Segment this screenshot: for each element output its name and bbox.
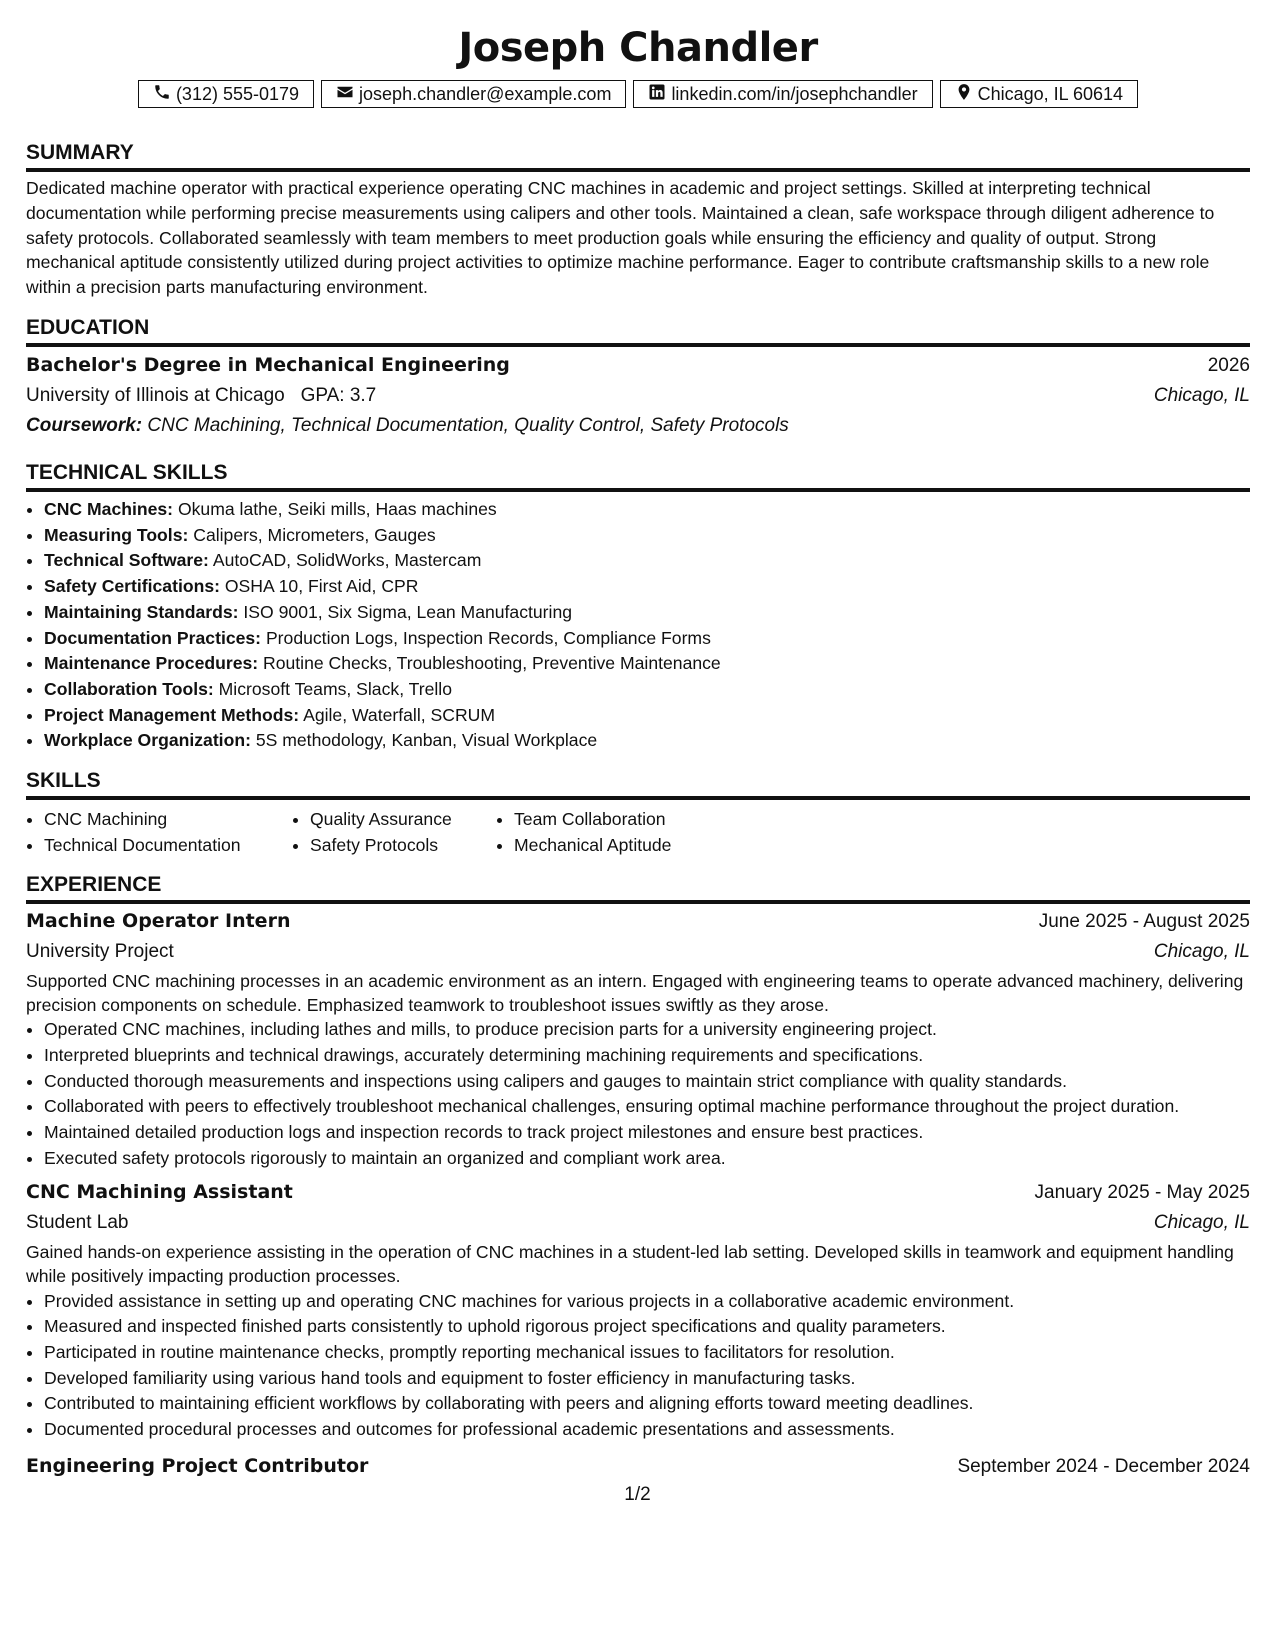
job-organization: Student Lab: [26, 1212, 129, 1234]
section-divider: [26, 796, 1250, 800]
graduation-year: 2026: [1207, 354, 1250, 376]
skill-label: Safety Certifications:: [44, 576, 220, 597]
skill-value: OSHA 10, First Aid, CPR: [224, 576, 419, 597]
skill-value: Routine Checks, Troubleshooting, Preventive Maintenance: [263, 653, 721, 674]
list-item: • Team Collaboration: [514, 806, 671, 832]
education-heading: EDUCATION: [26, 315, 150, 339]
section-divider: [26, 900, 1250, 904]
list-item: • Developed familiarity using various hand tools and equipment to foster efficiency in manufacturing tasks.: [44, 1366, 1250, 1392]
gpa: GPA: 3.7: [300, 384, 377, 406]
section-divider: [26, 488, 1250, 492]
list-item: • Maintained detailed production logs and inspection records to track project milestones and ensure best practices.: [44, 1120, 1250, 1146]
list-item: [44, 677, 1250, 703]
skill-label: Documentation Practices:: [44, 627, 262, 648]
contact-phone-text: (312) 555-0179: [175, 83, 300, 104]
skills-grid: [26, 806, 1250, 858]
list-item: [44, 574, 1250, 600]
skill-label: Project Management Methods:: [44, 704, 300, 725]
summary-text: Dedicated machine operator with practical experience operating CNC machines in academic and project settings. Skilled at interpreting technical documentation while performing precise measurements using calipers and other tools. Maintained a clean, safe workspace through diligent adherence to safety protocols. Collaborated seamlessly with team members to meet production goals while ensuring the efficiency and quality of output. Strong mechanical aptitude consistently utilized during project activities to optimize machine performance. Eager to contribute craftsmanship skills to a new role within a precision parts manufacturing environment.: [26, 178, 1215, 298]
skills-heading: SKILLS: [26, 769, 101, 793]
summary-heading: SUMMARY: [26, 141, 134, 164]
list-item: • Measured and inspected finished parts consistently to uphold rigorous project specifications and quality parameters.: [44, 1314, 1250, 1340]
skills-column: [292, 806, 496, 858]
job-title: Machine Operator Intern: [26, 910, 291, 933]
contact-email-text: joseph.chandler@example.com: [359, 83, 612, 104]
job-entry: [26, 906, 1250, 1171]
skills-column: [496, 806, 671, 858]
skill-value: ISO 9001, Six Sigma, Lean Manufacturing: [243, 601, 573, 622]
candidate-name: Joseph Chandler: [458, 25, 818, 71]
skill-value: 5S methodology, Kanban, Visual Workplace: [255, 730, 598, 751]
list-item: [44, 600, 1250, 626]
coursework-line: [26, 411, 1250, 441]
skill-value: Okuma lathe, Seiki mills, Haas machines: [177, 498, 497, 519]
skill-label: Measuring Tools:: [44, 524, 189, 545]
envelope-icon: [336, 83, 354, 106]
list-item: [44, 548, 1250, 574]
list-item: • Quality Assurance: [310, 806, 496, 832]
technical-skills-heading: TECHNICAL SKILLS: [26, 460, 228, 484]
section-divider: [26, 343, 1250, 347]
job-dates: January 2025 - May 2025: [1034, 1182, 1250, 1204]
job-location: Chicago, IL: [1153, 941, 1250, 963]
contact-bar: [26, 80, 1250, 108]
job-dates: September 2024 - December 2024: [957, 1455, 1250, 1477]
job-bullets: [26, 1289, 1250, 1443]
skill-label: Maintenance Procedures:: [44, 653, 259, 674]
list-item: • CNC Machining: [44, 806, 292, 832]
list-item: [44, 728, 1250, 754]
technical-skills-section: [26, 460, 1250, 754]
school-location: Chicago, IL: [1153, 384, 1250, 406]
phone-icon: [153, 83, 171, 106]
contact-email[interactable]: [321, 80, 626, 108]
education-entry-sub: [26, 381, 1250, 411]
summary-section: [26, 140, 1250, 300]
skill-value: Production Logs, Inspection Records, Compliance Forms: [265, 627, 711, 648]
page-number: 1/2: [624, 1484, 651, 1505]
job-title: CNC Machining Assistant: [26, 1181, 293, 1204]
job-organization: University Project: [26, 941, 174, 963]
list-item: [44, 626, 1250, 652]
contact-phone[interactable]: [138, 80, 314, 108]
list-item: [44, 651, 1250, 677]
skill-label: CNC Machines:: [44, 498, 174, 519]
coursework-list: CNC Machining, Technical Documentation, Quality Control, Safety Protocols: [147, 414, 789, 436]
list-item: • Safety Protocols: [310, 832, 496, 858]
job-summary: Gained hands-on experience assisting in the operation of CNC machines in a student-led lab setting. Developed skills in teamwork and equipment handling while positively impacting production processes.: [26, 1242, 1234, 1286]
list-item: [44, 703, 1250, 729]
contact-linkedin[interactable]: [633, 80, 932, 108]
list-item: • Contributed to maintaining efficient workflows by collaborating with peers and aligning efforts toward meeting deadlines.: [44, 1391, 1250, 1417]
list-item: • Participated in routine maintenance checks, promptly reporting mechanical issues to facilitators for resolution.: [44, 1340, 1250, 1366]
job-subheader: [26, 1208, 1250, 1238]
resume-page: [26, 0, 1250, 1482]
list-item: [44, 497, 1250, 523]
technical-skills-list: [26, 497, 1250, 754]
location-pin-icon: [955, 83, 973, 106]
job-bullets: [26, 1017, 1250, 1171]
job-entry: [26, 1451, 1250, 1482]
section-divider: [26, 168, 1250, 172]
list-item: • Mechanical Aptitude: [514, 832, 671, 858]
job-dates: June 2025 - August 2025: [1038, 911, 1250, 933]
skill-label: Technical Software:: [44, 550, 209, 571]
school-line: [26, 381, 376, 411]
experience-section: [26, 872, 1250, 1482]
job-header: [26, 1177, 1250, 1208]
list-item: • Provided assistance in setting up and operating CNC machines for various projects in a collaborative academic environment.: [44, 1289, 1250, 1315]
linkedin-icon: [648, 83, 666, 106]
list-item: [44, 523, 1250, 549]
education-entry-header: [26, 350, 1250, 381]
skill-value: Agile, Waterfall, SCRUM: [303, 704, 496, 725]
job-title: Engineering Project Contributor: [26, 1454, 369, 1477]
skill-value: Microsoft Teams, Slack, Trello: [218, 678, 452, 699]
experience-heading: EXPERIENCE: [26, 873, 162, 897]
skill-value: Calipers, Micrometers, Gauges: [193, 524, 436, 545]
list-item: • Conducted thorough measurements and inspections using calipers and gauges to maintain strict compliance with quality standards.: [44, 1069, 1250, 1095]
degree-title: Bachelor's Degree in Mechanical Engineering: [26, 353, 510, 376]
job-entry: [26, 1177, 1250, 1442]
job-subheader: [26, 937, 1250, 967]
contact-linkedin-text: linkedin.com/in/josephchandler: [671, 83, 918, 104]
skill-label: Collaboration Tools:: [44, 678, 214, 699]
coursework-label: Coursework:: [26, 414, 143, 436]
list-item: • Interpreted blueprints and technical drawings, accurately determining machining requirements and specifications.: [44, 1043, 1250, 1069]
list-item: • Operated CNC machines, including lathes and mills, to produce precision parts for a university engineering project.: [44, 1017, 1250, 1043]
job-header: [26, 906, 1250, 937]
job-header: [26, 1451, 1250, 1482]
job-summary: Supported CNC machining processes in an academic environment as an intern. Engaged with engineering teams to operate advanced machinery, delivering precision components on schedule. Emphasized teamwork to troubleshoot issues swiftly as they arose.: [26, 971, 1244, 1015]
school-name: University of Illinois at Chicago: [26, 384, 285, 406]
skills-section: [26, 768, 1250, 858]
skill-label: Maintaining Standards:: [44, 601, 239, 622]
list-item: • Documented procedural processes and outcomes for professional academic presentations and assessments.: [44, 1417, 1250, 1443]
list-item: • Executed safety protocols rigorously to maintain an organized and compliant work area.: [44, 1146, 1250, 1172]
list-item: • Technical Documentation: [44, 832, 292, 858]
contact-location-text: Chicago, IL 60614: [977, 83, 1124, 104]
list-item: • Collaborated with peers to effectively troubleshoot mechanical challenges, ensuring optimal machine performance throughout the project duration.: [44, 1094, 1250, 1120]
job-location: Chicago, IL: [1153, 1212, 1250, 1234]
skills-column: [26, 806, 292, 858]
skill-label: Workplace Organization:: [44, 730, 251, 751]
contact-location: [940, 80, 1138, 108]
skill-value: AutoCAD, SolidWorks, Mastercam: [212, 550, 482, 571]
education-section: [26, 315, 1250, 441]
